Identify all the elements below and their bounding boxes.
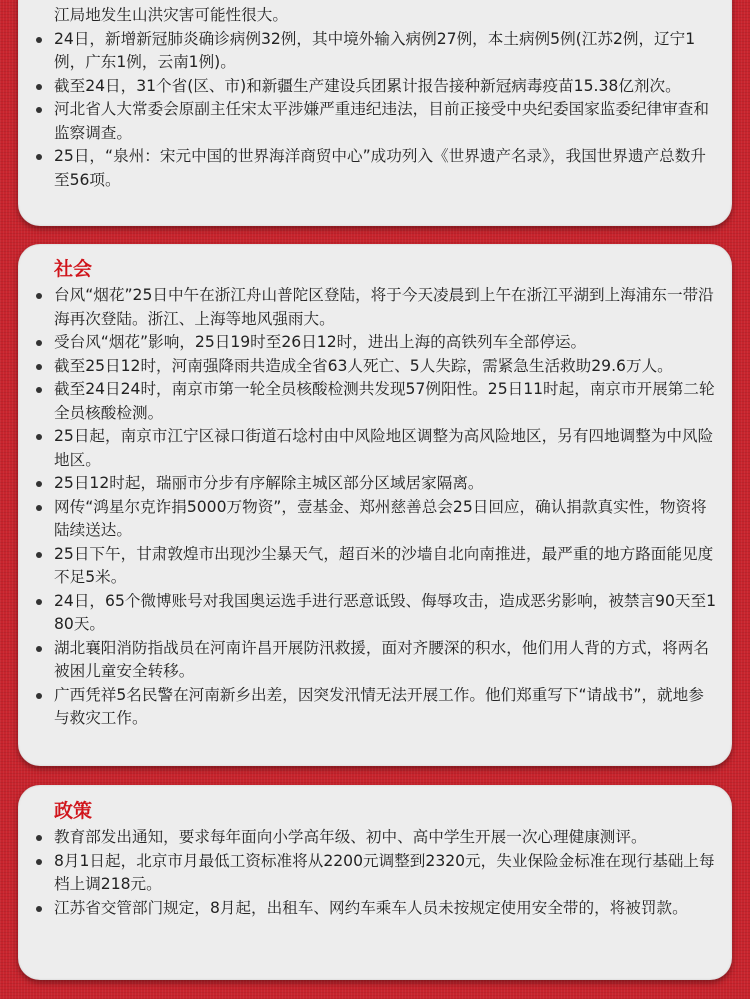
list-item: 江苏省交管部门规定，8月起，出租车、网约车乘车人员未按规定使用安全带的，将被罚款。 bbox=[32, 897, 716, 921]
list-item: 截至24日24时，南京市第一轮全员核酸检测共发现57例阳性。25日11时起，南京市开展第二轮全员核酸检测。 bbox=[32, 378, 716, 425]
list-item: 24日，新增新冠肺炎确诊病例32例，其中境外输入病例27例，本土病例5例(江苏2例，辽宁1例，广东1例，云南1例)。 bbox=[32, 28, 716, 75]
society-news-list bbox=[32, 284, 716, 731]
list-item: 截至24日，31个省(区、市)和新疆生产建设兵团累计报告接种新冠病毒疫苗15.38亿剂次。 bbox=[32, 75, 716, 99]
list-item: 25日下午，甘肃敦煌市出现沙尘暴天气，超百米的沙墙自北向南推进，最严重的地方路面能见度不足5米。 bbox=[32, 543, 716, 590]
policy-news-list bbox=[32, 826, 716, 920]
list-item: 江局地发生山洪灾害可能性很大。 bbox=[54, 6, 288, 24]
list-item: 25日起，南京市江宁区禄口街道石埝村由中风险地区调整为高风险地区，另有四地调整为中风险地区。 bbox=[32, 425, 716, 472]
list-item: 24日，65个微博账号对我国奥运选手进行恶意诋毁、侮辱攻击，造成恶劣影响，被禁言90天至180天。 bbox=[32, 590, 716, 637]
list-item: 25日12时起，瑞丽市分步有序解除主城区部分区域居家隔离。 bbox=[32, 472, 716, 496]
list-item: 8月1日起，北京市月最低工资标准将从2200元调整到2320元，失业保险金标准在现行基础上每档上调218元。 bbox=[32, 850, 716, 897]
society-heading: 社会 bbox=[54, 258, 93, 280]
list-item: 受台风“烟花”影响，25日19时至26日12时，进出上海的高铁列车全部停运。 bbox=[32, 331, 716, 355]
news-card-top bbox=[18, 0, 732, 226]
list-item: 台风“烟花”25日中午在浙江舟山普陀区登陆，将于今天凌晨到上午在浙江平湖到上海浦东一带沿海再次登陆。浙江、上海等地风强雨大。 bbox=[32, 284, 716, 331]
list-item: 河北省人大常委会原副主任宋太平涉嫌严重违纪违法，目前正接受中央纪委国家监委纪律审查和监察调查。 bbox=[32, 98, 716, 145]
policy-card bbox=[18, 785, 732, 980]
list-item: 25日，“泉州：宋元中国的世界海洋商贸中心”成功列入《世界遗产名录》，我国世界遗产总数升至56项。 bbox=[32, 145, 716, 192]
list-item: 网传“鸿星尔克诈捐5000万物资”，壹基金、郑州慈善总会25日回应，确认捐款真实性，物资将陆续送达。 bbox=[32, 496, 716, 543]
list-item: 湖北襄阳消防指战员在河南许昌开展防汛救援，面对齐腰深的积水，他们用人背的方式，将两名被困儿童安全转移。 bbox=[32, 637, 716, 684]
policy-heading: 政策 bbox=[54, 800, 93, 822]
society-card bbox=[18, 244, 732, 766]
list-item: 广西凭祥5名民警在河南新乡出差，因突发汛情无法开展工作。他们郑重写下“请战书”，就地参与救灾工作。 bbox=[32, 684, 716, 731]
list-item: 教育部发出通知，要求每年面向小学高年级、初中、高中学生开展一次心理健康测评。 bbox=[32, 826, 716, 850]
list-item: 截至25日12时，河南强降雨共造成全省63人死亡、5人失踪，需紧急生活救助29.6万人。 bbox=[32, 355, 716, 379]
news-list-top bbox=[32, 4, 716, 192]
